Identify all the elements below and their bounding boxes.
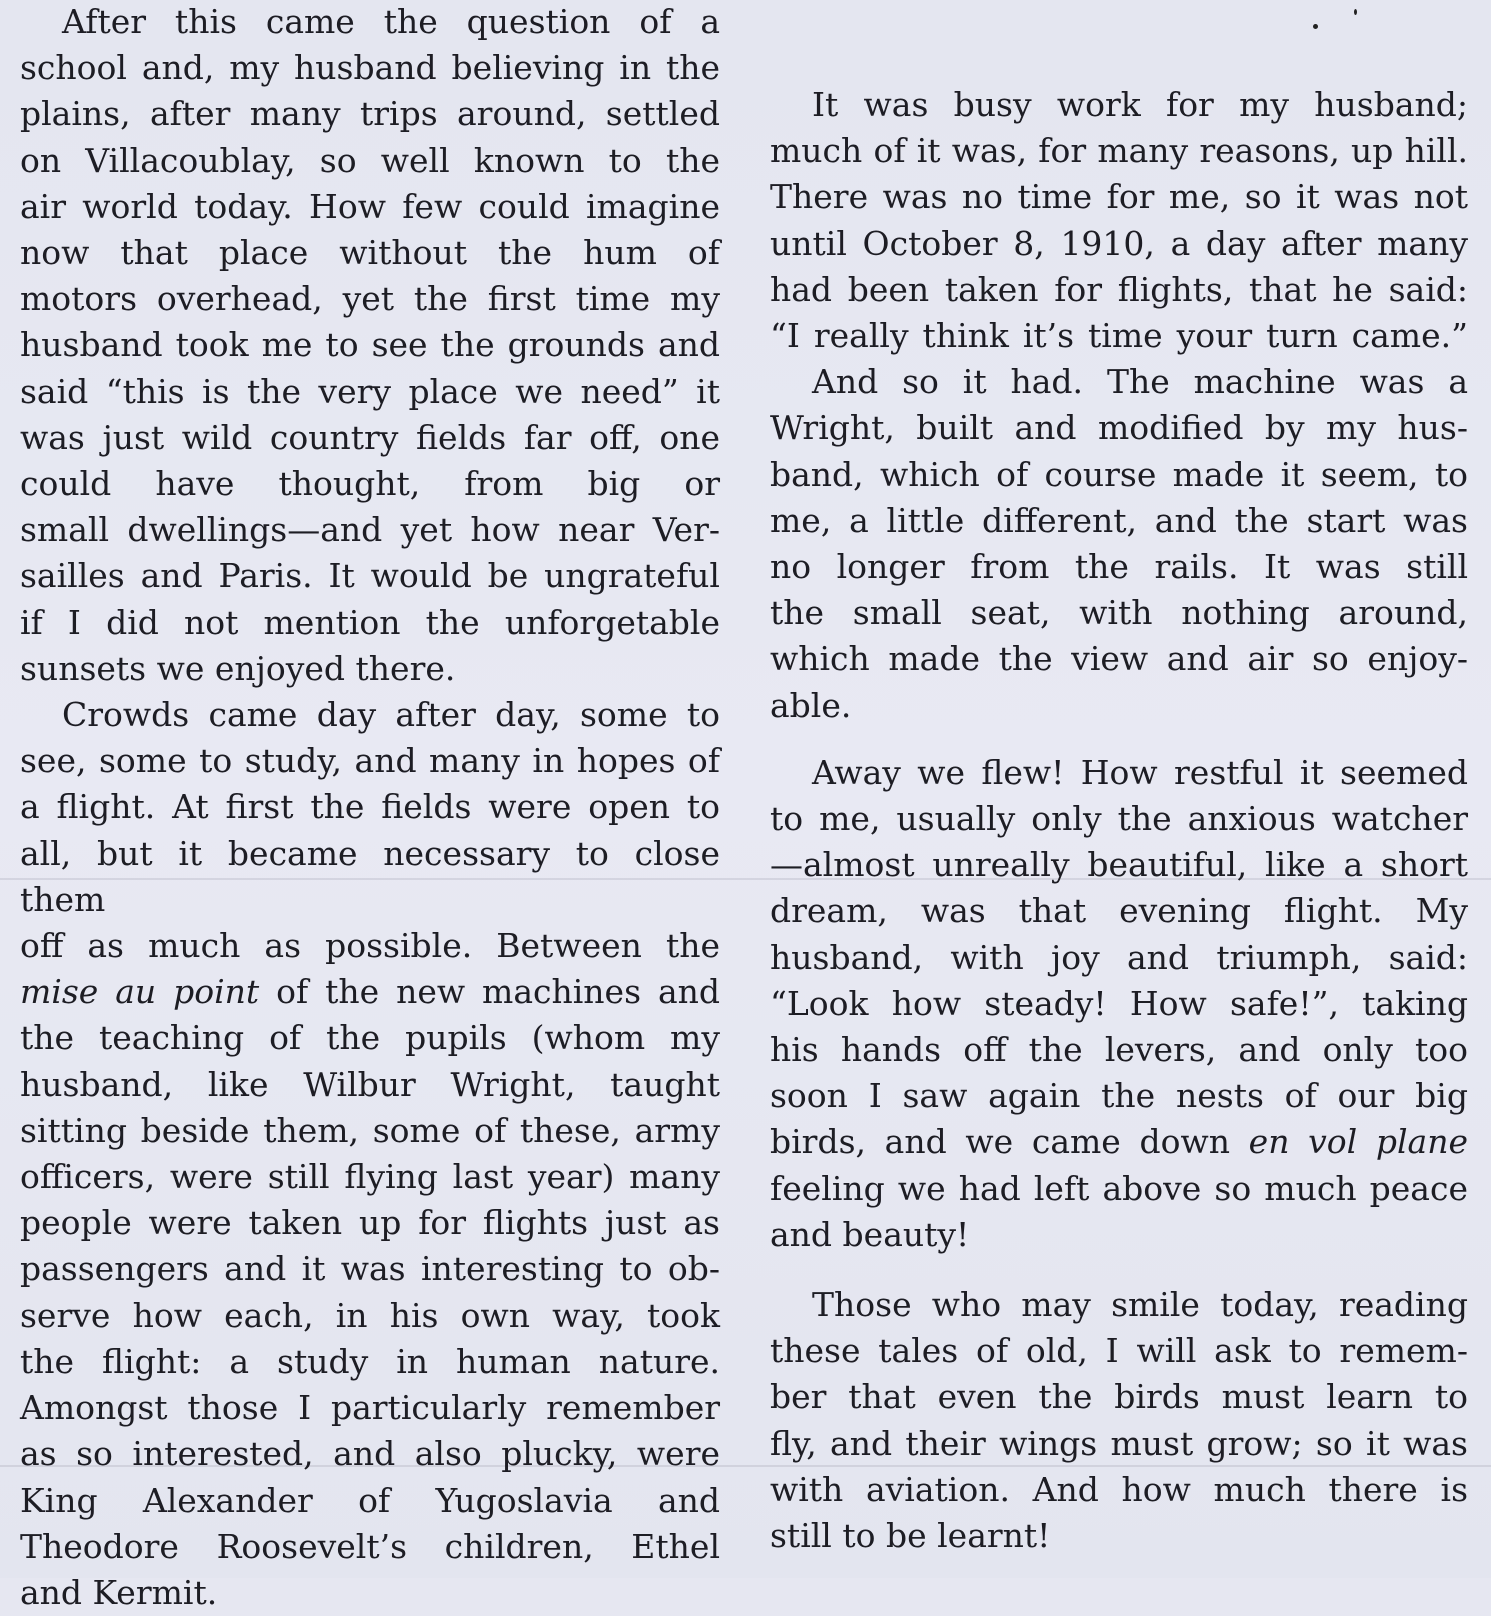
text-line: still to be learnt! (770, 1516, 1051, 1556)
text-line: husband, with joy and triumph, said: (770, 937, 1468, 977)
left-column (20, 0, 720, 1616)
text-line-italic (770, 1119, 1468, 1165)
text-line: on Villacoublay, so well known to the (20, 140, 720, 180)
text-line: There was no time for me, so it was not (770, 177, 1468, 217)
right-column (770, 82, 1468, 1559)
text-line: —almost unreally beautiful, like a short (770, 845, 1468, 885)
text-fragment: of the new machines and (259, 972, 720, 1012)
text-line: and beauty! (770, 1214, 970, 1254)
text-line: Amongst those I particularly remember (20, 1388, 720, 1428)
text-line: husband took me to see the grounds and (20, 325, 720, 365)
text-line: and Kermit. (20, 1572, 218, 1612)
text-line: Away we flew! How restful it seemed (812, 752, 1468, 792)
text-line: fly, and their wings must grow; so it was (770, 1423, 1468, 1463)
text-line: all, but it became necessary to close them (20, 833, 720, 919)
text-line: a flight. At first the fields were open to (20, 787, 720, 827)
text-line-italic (20, 969, 720, 1015)
text-line: husband, like Wilbur Wright, taught (20, 1064, 720, 1104)
text-line: feeling we had left above so much peace (770, 1168, 1468, 1208)
text-line: see, some to study, and many in hopes of (20, 741, 720, 781)
text-line: sunsets we enjoyed there. (20, 648, 456, 688)
text-line: And so it had. The machine was a (812, 362, 1468, 402)
ink-speck (1354, 9, 1357, 15)
text-line: the small seat, with nothing around, (770, 593, 1468, 633)
text-line: Wright, built and modified by my hus- (770, 408, 1468, 448)
text-line: serve how each, in his own way, took (20, 1295, 720, 1335)
text-line: motors overhead, yet the first time my (20, 279, 720, 319)
text-line: dream, was that evening flight. My (770, 891, 1468, 931)
text-line: his hands off the levers, and only too (770, 1030, 1468, 1070)
text-line: me, a little different, and the start was (770, 500, 1468, 540)
text-line: band, which of course made it seem, to (770, 454, 1468, 494)
text-line: Theodore Roosevelt’s children, Ethel (20, 1526, 720, 1566)
text-line: Those who may smile today, reading (812, 1285, 1468, 1325)
text-line: sitting beside them, some of these, army (20, 1110, 720, 1150)
text-line: as so interested, and also plucky, were (20, 1434, 720, 1474)
text-line: had been taken for flights, that he said: (770, 269, 1468, 309)
text-line: officers, were still flying last year) many (20, 1157, 720, 1197)
text-line: “I really think it’s time your turn came.” (770, 316, 1468, 356)
text-line: was just wild country fields far off, one (20, 417, 720, 457)
text-line: these tales of old, I will ask to remem- (770, 1331, 1468, 1371)
paragraph-crowds (20, 692, 720, 1616)
text-line: school and, my husband believing in the (20, 48, 720, 88)
text-line: the flight: a study in human nature. (20, 1341, 720, 1381)
text-line: which made the view and air so enjoy- (770, 639, 1468, 679)
text-line: people were taken up for flights just as (20, 1203, 720, 1243)
text-line: now that place without the hum of (20, 233, 720, 273)
paragraph-villacoublay (20, 0, 720, 692)
paragraph-away-we-flew (770, 750, 1468, 1258)
text-line: After this came the question of a (62, 2, 720, 41)
text-line: plains, after many trips around, settled (20, 94, 720, 134)
text-line: small dwellings—and yet how near Ver- (20, 510, 720, 550)
text-line: until October 8, 1910, a day after many (770, 223, 1468, 263)
text-line: off as much as possible. Between the (20, 926, 720, 966)
text-line: air world today. How few could imagine (20, 186, 720, 226)
text-line: King Alexander of Yugoslavia and (20, 1480, 720, 1520)
paragraph-those-who-smile (770, 1282, 1468, 1559)
text-line: able. (770, 685, 852, 725)
paragraph-busy-work (770, 82, 1468, 359)
text-line: much of it was, for many reasons, up hill. (770, 131, 1468, 171)
text-line: the teaching of the pupils (whom my (20, 1018, 720, 1058)
text-line: Crowds came day after day, some to (62, 695, 720, 735)
text-line: “Look how steady! How safe!”, taking (770, 983, 1468, 1023)
text-line: could have thought, from big or (20, 464, 720, 504)
italic-phrase: mise au point (20, 972, 260, 1012)
text-line: if I did not mention the unforgetable (20, 602, 720, 642)
ink-speck (1313, 24, 1318, 29)
text-line: passengers and it was interesting to ob- (20, 1249, 720, 1289)
text-line: soon I saw again the nests of our big (770, 1076, 1468, 1116)
text-line: sailles and Paris. It would be ungrateful (20, 556, 720, 596)
text-line: ber that even the birds must learn to (770, 1377, 1468, 1417)
text-line: said “this is the very place we need” it (20, 371, 720, 411)
text-line: no longer from the rails. It was still (770, 547, 1468, 587)
italic-phrase: en vol plane (1248, 1122, 1469, 1162)
text-line: It was busy work for my husband; (812, 85, 1468, 124)
text-fragment: birds, and we came down (770, 1122, 1249, 1162)
text-line: to me, usually only the anxious watcher (770, 799, 1468, 839)
paragraph-machine (770, 359, 1468, 729)
text-line: with aviation. And how much there is (770, 1469, 1468, 1509)
